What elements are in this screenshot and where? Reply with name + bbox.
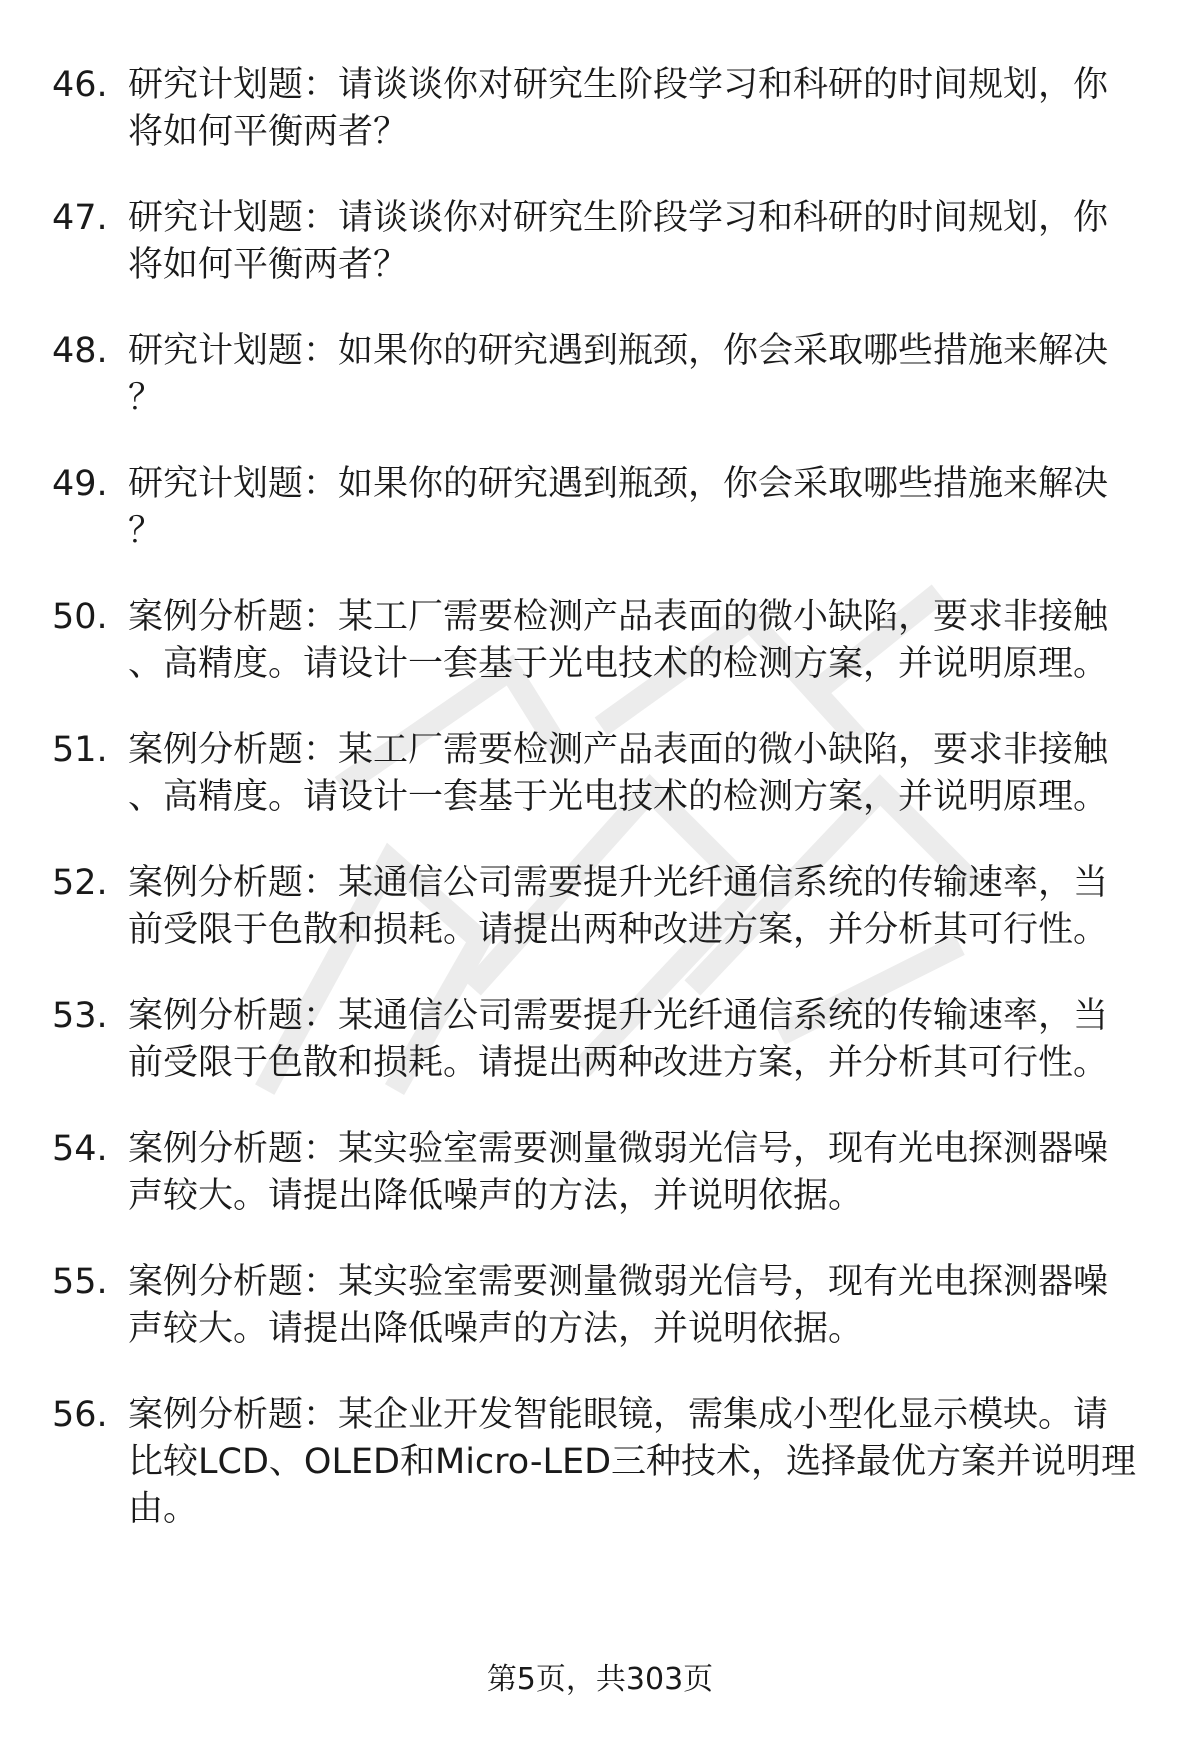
question-item [52, 594, 1142, 688]
question-number: 49. [52, 464, 108, 504]
question-text: 案例分析题：某实验室需要测量微弱光信号，现有光电探测器噪声较大。请提出降低噪声的方法，并说明依据。 [128, 1262, 1109, 1349]
page-footer [0, 1660, 1200, 1700]
question-item [52, 1392, 1142, 1533]
question-item [52, 195, 1142, 289]
question-text: 研究计划题：请谈谈你对研究生阶段学习和科研的时间规划，你将如何平衡两者？ [128, 198, 1109, 285]
question-number: 56. [52, 1395, 108, 1435]
question-text: 案例分析题：某通信公司需要提升光纤通信系统的传输速率，当前受限于色散和损耗。请提出两种改进方案，并分析其可行性。 [128, 996, 1109, 1083]
question-number: 54. [52, 1129, 108, 1169]
question-item [52, 1126, 1142, 1220]
question-text: 研究计划题：如果你的研究遇到瓶颈，你会采取哪些措施来解决？ [128, 331, 1109, 418]
question-list [52, 62, 1142, 1572]
question-number: 55. [52, 1262, 108, 1302]
question-item [52, 461, 1142, 555]
question-item [52, 62, 1142, 156]
question-number: 53. [52, 996, 108, 1036]
question-item [52, 860, 1142, 954]
question-number: 51. [52, 730, 108, 770]
question-number: 46. [52, 65, 108, 105]
question-text: 案例分析题：某工厂需要检测产品表面的微小缺陷，要求非接触、高精度。请设计一套基于光电技术的检测方案，并说明原理。 [128, 597, 1109, 684]
question-text: 案例分析题：某实验室需要测量微弱光信号，现有光电探测器噪声较大。请提出降低噪声的方法，并说明依据。 [128, 1129, 1109, 1216]
page-number-label: 第5页，共303页 [486, 1662, 714, 1697]
question-item [52, 328, 1142, 422]
question-item [52, 1259, 1142, 1353]
question-number: 52. [52, 863, 108, 903]
question-item [52, 727, 1142, 821]
question-item [52, 993, 1142, 1087]
question-text: 案例分析题：某工厂需要检测产品表面的微小缺陷，要求非接触、高精度。请设计一套基于光电技术的检测方案，并说明原理。 [128, 730, 1109, 817]
question-text: 研究计划题：请谈谈你对研究生阶段学习和科研的时间规划，你将如何平衡两者？ [128, 65, 1109, 152]
question-text: 案例分析题：某通信公司需要提升光纤通信系统的传输速率，当前受限于色散和损耗。请提出两种改进方案，并分析其可行性。 [128, 863, 1109, 950]
question-text: 案例分析题：某企业开发智能眼镜，需集成小型化显示模块。请比较LCD、OLED和Micro-LED三种技术，选择最优方案并说明理由。 [128, 1395, 1137, 1529]
question-number: 47. [52, 198, 108, 238]
question-number: 50. [52, 597, 108, 637]
question-text: 研究计划题：如果你的研究遇到瓶颈，你会采取哪些措施来解决？ [128, 464, 1109, 551]
question-number: 48. [52, 331, 108, 371]
